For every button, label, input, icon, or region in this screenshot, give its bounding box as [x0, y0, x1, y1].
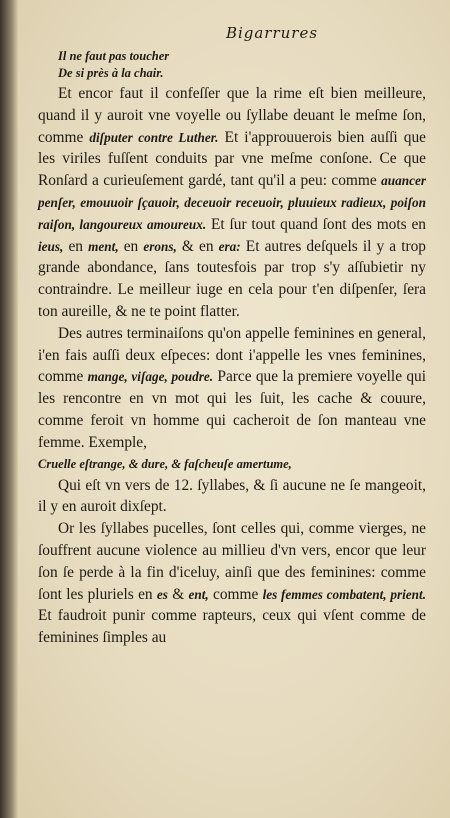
text-run: & [167, 585, 189, 603]
page-body [38, 48, 426, 649]
text-run: Et ſur tout quand ſont des mots en [206, 215, 426, 233]
verse-line-2: De si près à la chair. [58, 66, 164, 80]
paragraph-syllables-count [38, 475, 426, 519]
emphasized-text: erons, [143, 238, 177, 254]
paragraph-rime [38, 83, 426, 323]
emphasized-text: les femmes combatent, prient. [262, 586, 426, 602]
text-run: Des autres terminaiſons qu'on appelle feminines en general, i'en fais auſſi deux eſpeces: dont i'appelle les vnes feminines, comme [38, 324, 426, 386]
text-run: Et faudroit punir comme rapteurs, ceux qui vſent comme de feminines ſimples au [38, 607, 426, 647]
emphasized-text: ment, [88, 238, 119, 254]
verse-line-1: Il ne faut pas toucher [58, 49, 170, 63]
emphasized-text: ent, [188, 586, 209, 602]
emphasized-text: es [156, 586, 168, 602]
emphasized-text: era: [218, 238, 241, 254]
text-run: & en [176, 237, 219, 255]
text-run: Qui eſt vn vers de 12. ſyllabes, & ſi aucune ne ſe mangeoit, il y en auroit dixſept. [38, 476, 426, 516]
text-run: Et autres deſquels il y a trop grande abondance, ſans toutesfois par trop s'y aſſubietir ny contraindre. Le meilleur iuge en cela pour t'en diſpenſer, ſera ton aureille, & ne te point flatter. [38, 237, 426, 320]
emphasized-text: diſputer contre Luther. [89, 129, 219, 145]
emphasized-text: mange, viſage, poudre. [87, 369, 214, 385]
text-run: en [63, 237, 89, 255]
running-head: Bigarrures [225, 24, 319, 42]
example-verse: Cruelle eſtrange, & dure, & faſcheuſe amertume, [38, 456, 292, 471]
text-run: Parce que la premiere voyelle qui les rencontre en vn mot qui les ſuit, les cache & couure, comme feroit vn homme qui cacheroit de ſon manteau vne femme. Exemple, [38, 368, 426, 451]
paragraph-feminines [38, 323, 426, 454]
emphasized-text: auancer penſer, emouuoir ſçauoir, deceuoir receuoir, pluuieux radieux, poiſon raiſon, langoureux amoureux. [38, 173, 426, 232]
text-run: Et encor faut il confeſſer que la rime eſt bien meilleure, quand il y auroit vne voyelle ou ſyllabe deuant le meſme ſon, comme [38, 85, 426, 146]
text-run: comme [208, 585, 263, 603]
text-run: Et i'approuuerois bien auſſi que les viriles fuſſent conduits par vne meſme conſone. Ce que Ronſard a curieuſement gardé, tant qu'il a peu: comme [38, 128, 426, 190]
book-gutter-shadow [0, 0, 18, 818]
emphasized-text: ieus, [38, 238, 64, 254]
text-run: en [118, 237, 144, 255]
text-run: Or les ſyllabes pucelles, ſont celles qui, comme vierges, ne ſouffrent aucune violence au millieu d'vn vers, encor que leur ſon ſe perde à la fin d'iceluy, ainſi que des feminines: comme ſont les pluriels en [38, 520, 426, 603]
paragraph-pucelles [38, 518, 426, 649]
